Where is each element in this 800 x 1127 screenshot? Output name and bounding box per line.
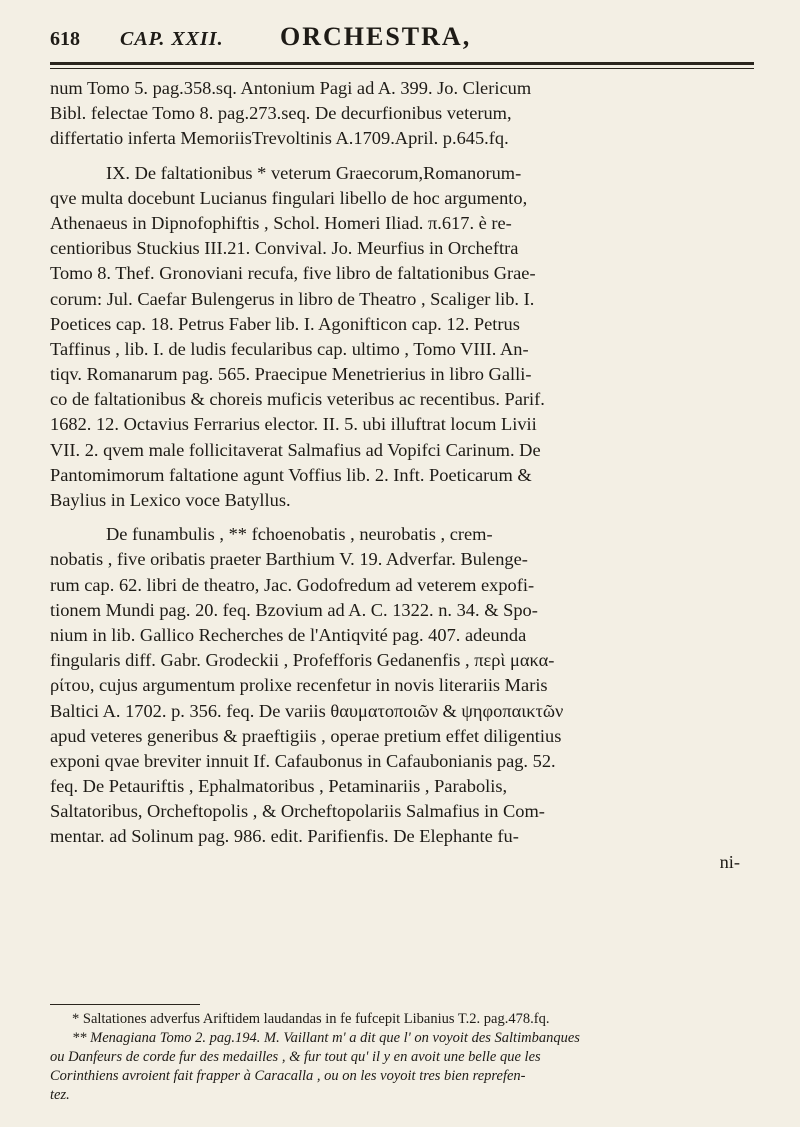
text-line: Baltici A. 1702. p. 356. feq. De variis θαυματοποιῶν & ψηφοπαικτῶν: [50, 700, 564, 721]
text-line: Bibl. felectae Tomo 8. pag.273.seq. De decurfionibus veterum,: [50, 103, 512, 124]
text-line: VII. 2. qvem male follicitaverat Salmafius ad Vopifci Carinum. De: [50, 439, 541, 460]
footnote-rule: [50, 1004, 200, 1005]
text-line: tiqv. Romanarum pag. 565. Praecipue Menetrierius in libro Galli-: [50, 364, 532, 385]
paragraph-start-line: IX. De faltationibus * veterum Graecorum,Romanorum-: [106, 162, 522, 183]
text-line: nobatis , five oribatis praeter Barthium V. 19. Adverfar. Bulenge-: [50, 549, 528, 570]
text-line: Baylius in Lexico voce Batyllus.: [50, 490, 291, 510]
main-text: [50, 76, 754, 875]
text-line: centioribus Stuckius III.21. Convival. Jo. Meurfius in Orcheftra: [50, 238, 519, 259]
footnote-line: ** Menagiana Tomo 2. pag.194. M. Vaillant m' a dit que l' on voyoit des Saltimbanques: [72, 1030, 580, 1046]
running-header: [50, 22, 756, 58]
catchword: ni-: [719, 851, 740, 872]
text-line: differtatio inferta MemoriisTrevoltinis A.1709.April. p.645.fq.: [50, 128, 509, 149]
text-line: tionem Mundi pag. 20. feq. Bzovium ad A. C. 1322. n. 34. & Spo-: [50, 599, 538, 620]
text-line: Saltatoribus, Orcheftopolis , & Orcheftopolariis Salmafius in Com-: [50, 801, 545, 822]
footnote-line: * Saltationes adverfus Ariftidem laudandas in fe fufcepit Libanius T.2. pag.478.fq.: [72, 1011, 550, 1027]
text-line: Pantomimorum faltatione agunt Voffius lib. 2. Inft. Poeticarum &: [50, 464, 532, 485]
text-line: ρίτου, cujus argumentum prolixe recenfetur in novis literariis Maris: [50, 675, 548, 696]
text-line: exponi qvae breviter innuit If. Cafaubonus in Cafaubonianis pag. 52.: [50, 750, 556, 771]
header-rule: [50, 62, 754, 65]
header-rule-thin: [50, 68, 754, 69]
running-title: ORCHESTRA,: [280, 22, 472, 51]
text-line: nium in lib. Gallico Recherches de l'Antiqvité pag. 407. adeunda: [50, 624, 527, 645]
text-line: Poetices cap. 18. Petrus Faber lib. I. Agonifticon cap. 12. Petrus: [50, 313, 520, 334]
text-line: 1682. 12. Octavius Ferrarius elector. II. 5. ubi illuftrat locum Livii: [50, 414, 537, 435]
text-line: co de faltationibus & choreis muficis veteribus ac recentibus. Parif.: [50, 389, 545, 410]
text-line: rum cap. 62. libri de theatro, Jac. Godofredum ad veterem expofi-: [50, 574, 535, 595]
page-number: 618: [50, 28, 80, 50]
text-line: num Tomo 5. pag.358.sq. Antonium Pagi ad A. 399. Jo. Clericum: [50, 78, 532, 98]
chapter-label: CAP. XXII.: [120, 28, 224, 50]
text-line: Taffinus , lib. I. de ludis fecularibus cap. ultimo , Tomo VIII. An-: [50, 338, 529, 359]
text-line: mentar. ad Solinum pag. 986. edit. Parifienfis. De Elephante fu-: [50, 826, 519, 847]
text-line: Athenaeus in Dipnofophiftis , Schol. Homeri Iliad. π.617. è re-: [50, 212, 512, 233]
paragraph-start-line: De funambulis , ** fchoenobatis , neurobatis , crem-: [106, 524, 493, 545]
text-line: Tomo 8. Thef. Gronoviani recufa, five libro de faltationibus Grae-: [50, 263, 536, 284]
footnote-line: Corinthiens avroient fait frapper à Caracalla , ou on les voyoit tres bien reprefen-: [50, 1068, 526, 1084]
footnote-line: tez.: [50, 1087, 70, 1103]
text-line: apud veteres generibus & praeftigiis , operae pretium effet diligentius: [50, 725, 562, 746]
text-line: feq. De Petauriftis , Ephalmatoribus , Petaminariis , Parabolis,: [50, 776, 508, 797]
footnotes: [50, 1010, 754, 1105]
text-line: corum: Jul. Caefar Bulengerus in libro de Theatro , Scaliger lib. I.: [50, 288, 535, 309]
text-line: fingularis diff. Gabr. Grodeckii , Profefforis Gedanenfis , περὶ μακα-: [50, 650, 555, 671]
footnote-line: ou Danfeurs de corde fur des medailles , & fur tout qu' il y en avoit une belle que les: [50, 1049, 541, 1065]
text-line: qve multa docebunt Lucianus fingulari libello de hoc argumento,: [50, 187, 528, 208]
